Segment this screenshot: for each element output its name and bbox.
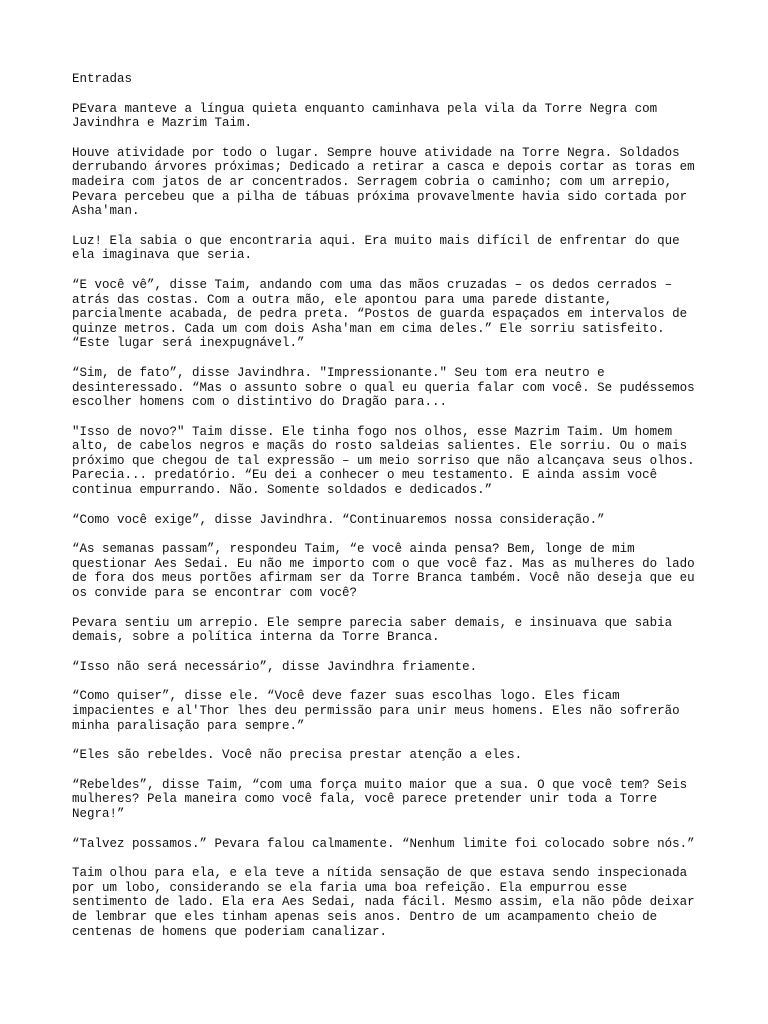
- paragraph: Houve atividade por todo o lugar. Sempre houve atividade na Torre Negra. Soldados derrubando árvores próximas; Dedicado a retirar a casca e depois cortar as toras em madeira com jatos de ar concentrados. Serragem cobria o caminho; com um arrepio, Pevara percebeu que a pilha de tábuas próxima provavelmente havia sido cortada por Asha'man.: [72, 145, 695, 219]
- paragraph: “Sim, de fato”, disse Javindhra. "Impressionante." Seu tom era neutro e desinteressado. “Mas o assunto sobre o qual eu queria falar com você. Se pudéssemos escolher homens com o distintivo do Dragão para...: [72, 365, 695, 410]
- paragraph: “E você vê”, disse Taim, andando com uma das mãos cruzadas – os dedos cerrados – atrás das costas. Com a outra mão, ele apontou para uma parede distante, parcialmente acabada, de pedra preta. “Postos de guarda espaçados em intervalos de quinze metros. Cada um com dois Asha'man em cima deles.” Ele sorriu satisfeito. “Este lugar será inexpugnável.”: [72, 277, 688, 351]
- paragraph: “Como você exige”, disse Javindhra. “Continuaremos nossa consideração.”: [72, 512, 605, 527]
- document-page: [72, 72, 708, 954]
- paragraph: “Rebeldes”, disse Taim, “com uma força muito maior que a sua. O que você tem? Seis mulheres? Pela maneira como você fala, você parece pretender unir toda a Torre Negra!”: [72, 777, 688, 821]
- paragraph: PEvara manteve a língua quieta enquanto caminhava pela vila da Torre Negra com Javindhra e Mazrim Taim.: [72, 101, 658, 131]
- paragraph: “As semanas passam”, respondeu Taim, “e você ainda pensa? Bem, longe de mim questionar Aes Sedai. Eu não me importo com o que você faz. Mas as mulheres do lado de fora dos meus portões afirmam ser da Torre Branca também. Você não deseja que eu os convide para se encontrar com você?: [72, 542, 695, 601]
- paragraph: “Isso não será necessário”, disse Javindhra friamente.: [72, 659, 478, 674]
- paragraph: “Como quiser”, disse ele. “Você deve fazer suas escolhas logo. Eles ficam impacientes e al'Thor lhes deu permissão para unir meus homens. Eles não sofrerão minha paralisação para sempre.”: [72, 689, 680, 733]
- document-title: Entradas: [72, 72, 133, 86]
- paragraph: Luz! Ela sabia o que encontraria aqui. Era muito mais difícil de enfrentar do que ela imaginava que seria.: [72, 233, 680, 263]
- paragraph: Pevara sentiu um arrepio. Ele sempre parecia saber demais, e insinuava que sabia demais, sobre a política interna da Torre Branca.: [72, 615, 673, 645]
- paragraph: Taim olhou para ela, e ela teve a nítida sensação de que estava sendo inspecionada por um lobo, considerando se ela faria uma boa refeição. Ela empurrou esse sentimento de lado. Ela era Aes Sedai, nada fácil. Mesmo assim, ela não pôde deixar de lembrar que eles tinham apenas seis anos. Dentro de um acampamento cheio de centenas de homens que poderiam canalizar.: [72, 866, 695, 939]
- paragraph: “Talvez possamos.” Pevara falou calmamente. “Nenhum limite foi colocado sobre nós.”: [72, 836, 695, 851]
- paragraph: “Eles são rebeldes. Você não precisa prestar atenção a eles.: [72, 748, 523, 763]
- paragraph: "Isso de novo?" Taim disse. Ele tinha fogo nos olhos, esse Mazrim Taim. Um homem alto, de cabelos negros e maçãs do rosto saldeias salientes. Ele sorriu. Ou o mais próximo que chegou de tal expressão – um meio sorriso que não alcançava seus olhos. Parecia... predatório. “Eu dei a conhecer o meu testamento. E ainda assim você continua empurrando. Não. Somente soldados e dedicados.”: [72, 424, 695, 498]
